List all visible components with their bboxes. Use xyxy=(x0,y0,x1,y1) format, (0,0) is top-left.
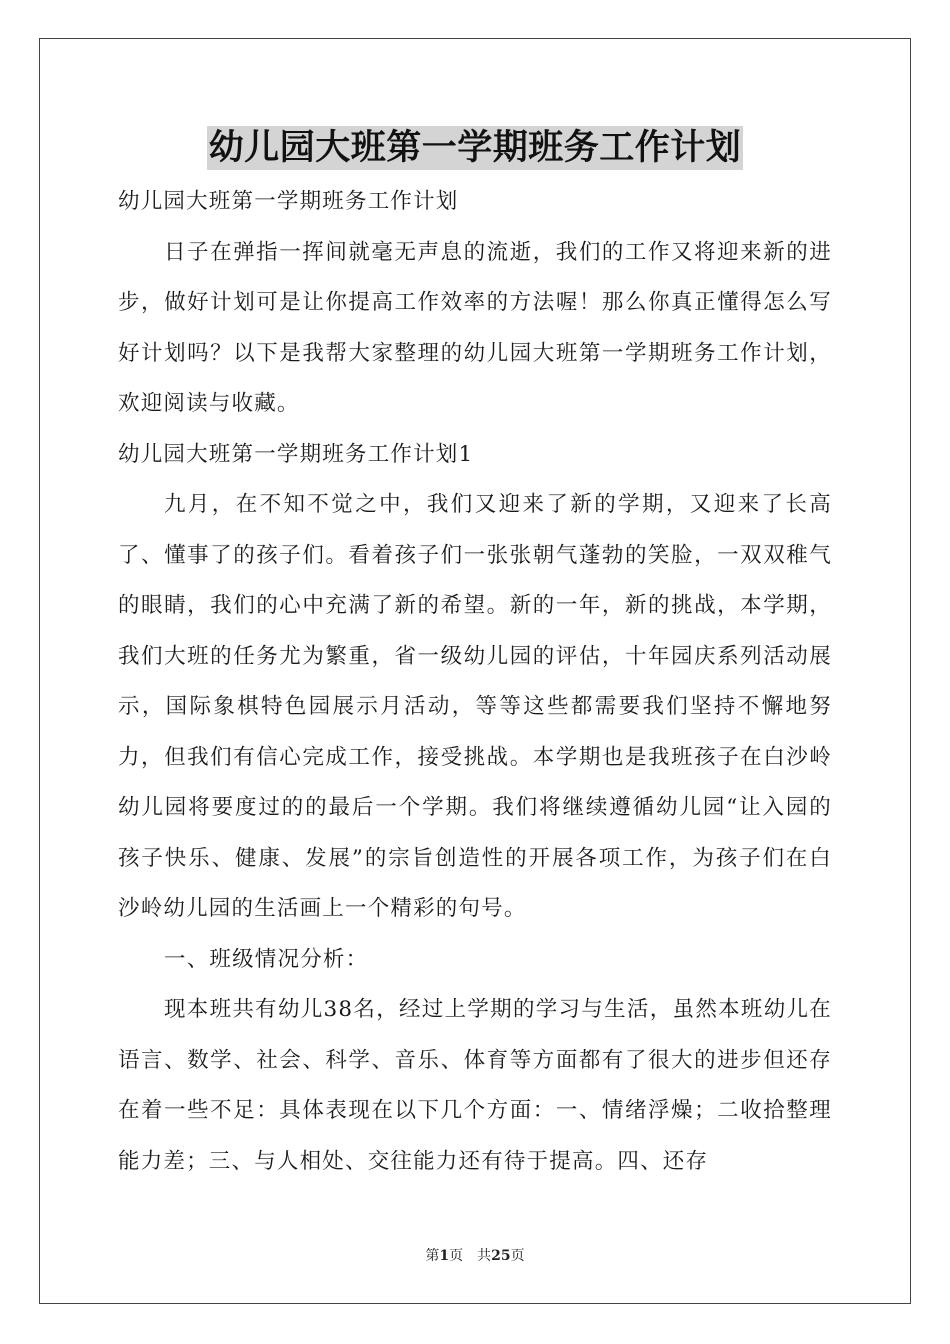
footer-suffix: 页 xyxy=(510,1248,525,1264)
current-page-number: 1 xyxy=(439,1248,450,1264)
subtitle-paragraph: 幼儿园大班第一学期班务工作计划 xyxy=(118,189,459,214)
document-body xyxy=(118,177,832,1187)
body-paragraph: 现本班共有幼儿38名，经过上学期的学习与生活，虽然本班幼儿在语言、数学、社会、科学、音乐、体育等方面都有了很大的进步但还存在着一些不足：具体表现在以下几个方面：一、情绪浮燥；二收拾整理能力差；三、与人相处、交往能力还有待于提高。四、还存 xyxy=(118,997,832,1174)
section-heading: 幼儿园大班第一学期班务工作计划1 xyxy=(118,441,474,467)
title-container xyxy=(0,126,950,170)
total-page-count: 25 xyxy=(491,1248,511,1264)
footer-prefix: 第 xyxy=(425,1248,440,1264)
page-footer xyxy=(0,1245,950,1265)
intro-paragraph: 日子在弹指一挥间就毫无声息的流逝，我们的工作又将迎来新的进步，做好计划可是让你提高工作效率的方法喔！那么你真正懂得怎么写好计划吗？以下是我帮大家整理的幼儿园大班第一学期班务工作计划，欢迎阅读与收藏。 xyxy=(118,239,832,416)
document-title: 幼儿园大班第一学期班务工作计划 xyxy=(208,127,742,168)
subsection-heading: 一、班级情况分析： xyxy=(164,946,369,972)
body-paragraph: 九月，在不知不觉之中，我们又迎来了新的学期，又迎来了长高了、懂事了的孩子们。看着孩子们一张张朝气蓬勃的笑脸，一双双稚气的眼睛，我们的心中充满了新的希望。新的一年，新的挑战，本学期，我们大班的任务尤为繁重，省一级幼儿园的评估，十年园庆系列活动展示，国际象棋特色园展示月活动，等等这些都需要我们坚持不懈地努力，但我们有信心完成工作，接受挑战。本学期也是我班孩子在白沙岭幼儿园将要度过的的最后一个学期。我们将继续遵循幼儿园“让入园的孩子快乐、健康、发展”的宗旨创造性的开展各项工作，为孩子们在白沙岭幼儿园的生活画上一个精彩的句号。 xyxy=(118,492,832,921)
footer-mid: 页 共 xyxy=(449,1248,492,1264)
